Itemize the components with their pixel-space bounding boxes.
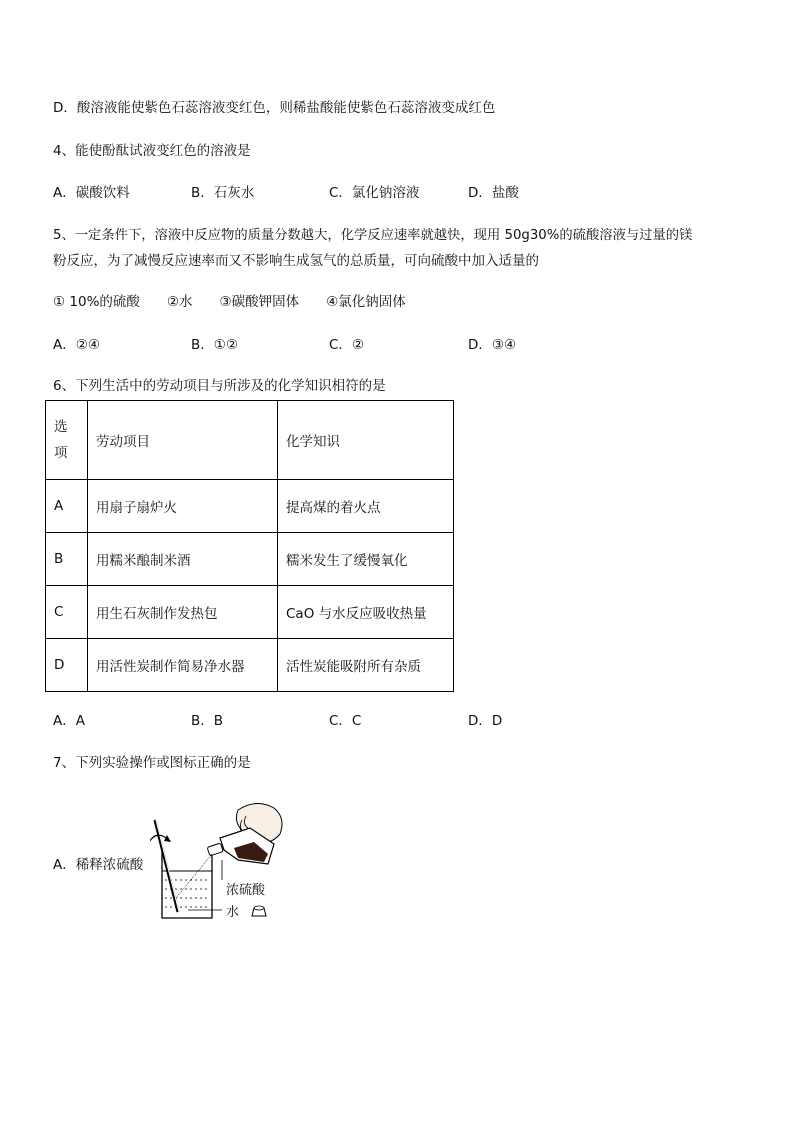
- q6-option-b: B．B: [191, 713, 224, 729]
- q6-row-knowledge: 糯米发生了缓慢氧化: [278, 533, 454, 586]
- q5-stem-line2: 粉反应，为了减慢反应速率而又不影响生成氢气的总质量，可向硫酸中加入适量的: [53, 253, 539, 269]
- q6-header-option-char1: 选: [54, 419, 68, 435]
- q6-header-option-char2: 项: [54, 445, 68, 461]
- q6-row-knowledge: 活性炭能吸附所有杂质: [278, 639, 454, 692]
- q4-option-d: D．盐酸: [468, 185, 519, 201]
- q6-option-c: C．C: [329, 713, 362, 729]
- bottle-cap-top: [254, 906, 264, 910]
- q6-table-header: [46, 401, 454, 480]
- q5-items: ① 10%的硫酸 ②水 ③碳酸钾固体 ④氯化钠固体: [53, 294, 406, 310]
- q7-option-a: A．稀释浓硫酸: [53, 857, 144, 873]
- q6-stem: 6、下列生活中的劳动项目与所涉及的化学知识相符的是: [53, 378, 386, 394]
- q6-option-a: A．A: [53, 713, 85, 729]
- q4-option-a: A．碳酸饮料: [53, 185, 130, 201]
- q5-option-d: D．③④: [468, 337, 517, 353]
- table-row: [46, 480, 454, 533]
- q4-option-c: C．氯化钠溶液: [329, 185, 420, 201]
- bottle-neck-icon: [207, 843, 223, 856]
- q6-row-knowledge: 提高煤的着火点: [278, 480, 454, 533]
- q6-row-option: A: [46, 480, 88, 533]
- q5-stem-line1: 5、一定条件下，溶液中反应物的质量分数越大，化学反应速率就越快，现用 50g30%的硫酸溶液与过量的镁: [53, 228, 693, 243]
- q6-row-task: 用活性炭制作简易净水器: [88, 639, 278, 692]
- q6-row-option: B: [46, 533, 88, 586]
- q6-header-option: [46, 401, 88, 480]
- q3-option-d: D．酸溶液能使紫色石蕊溶液变红色，则稀盐酸能使紫色石蕊溶液变成红色: [53, 100, 496, 116]
- table-row: [46, 533, 454, 586]
- q6-row-task: 用生石灰制作发热包: [88, 586, 278, 639]
- q6-header-knowledge: 化学知识: [278, 401, 454, 480]
- label-acid: 浓硫酸: [226, 883, 266, 898]
- q5-option-c: C．②: [329, 337, 365, 353]
- q6-option-d: D．D: [468, 713, 503, 729]
- stir-arrowhead-icon: [164, 835, 171, 842]
- table-row: [46, 586, 454, 639]
- label-water: 水: [226, 905, 240, 920]
- q6-row-task: 用糯米酿制米酒: [88, 533, 278, 586]
- q6-table: [45, 400, 454, 692]
- q5-option-a: A．②④: [53, 337, 100, 353]
- q7-stem: 7、下列实验操作或图标正确的是: [53, 755, 251, 771]
- q6-row-knowledge: CaO 与水反应吸收热量: [278, 586, 454, 639]
- q4-stem: 4、能使酚酞试液变红色的溶液是: [53, 143, 251, 159]
- q6-row-option: D: [46, 639, 88, 692]
- acid-stream: [176, 854, 212, 898]
- q6-header-task: 劳动项目: [88, 401, 278, 480]
- dilution-diagram: [150, 798, 290, 928]
- q6-row-task: 用扇子扇炉火: [88, 480, 278, 533]
- glass-rod-highlight: [156, 820, 179, 912]
- q6-row-option: C: [46, 586, 88, 639]
- q4-option-b: B．石灰水: [191, 185, 255, 201]
- q5-option-b: B．①②: [191, 337, 238, 353]
- table-row: [46, 639, 454, 692]
